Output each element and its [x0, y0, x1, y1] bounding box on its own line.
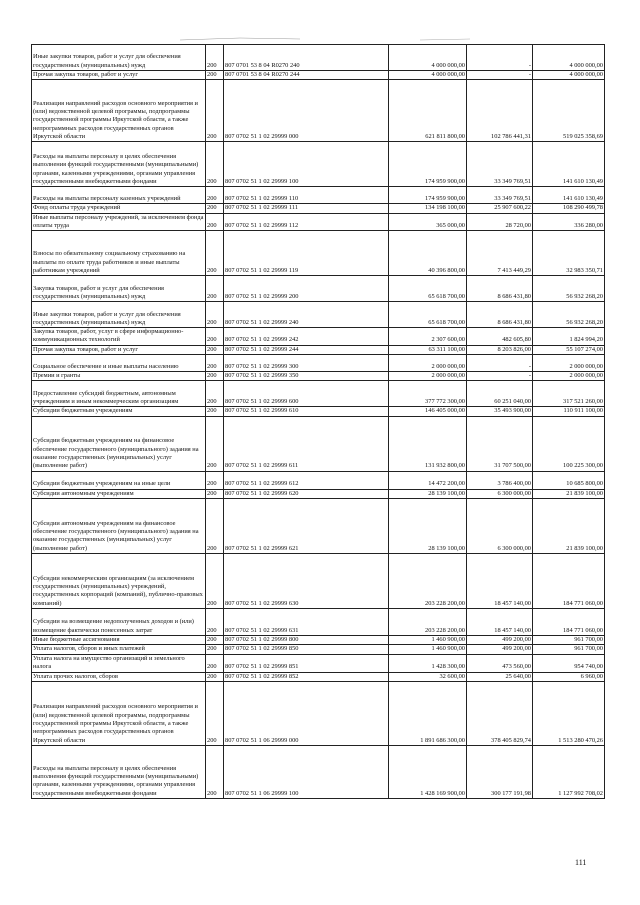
table-row — [32, 498, 605, 553]
row-executed-amount: 499 200,00 — [467, 635, 533, 644]
row-approved-amount: 1 428 300,00 — [389, 654, 467, 672]
row-approved-amount: 174 959 900,00 — [389, 187, 467, 204]
row-admin-code: 200 — [206, 80, 224, 142]
row-name: Расходы на выплаты персоналу казенных учреждений — [32, 187, 206, 204]
row-approved-amount: 1 460 900,00 — [389, 635, 467, 644]
table-row — [32, 407, 605, 416]
table-row — [32, 672, 605, 681]
row-budget-code: 807 0702 51 1 02 29999 244 — [224, 345, 389, 354]
table-row — [32, 416, 605, 471]
row-executed-amount: 8 686 431,80 — [467, 276, 533, 302]
row-unexecuted-amount: 184 771 060,00 — [533, 608, 605, 635]
row-unexecuted-amount: 961 700,00 — [533, 645, 605, 654]
row-budget-code: 807 0702 51 1 02 29999 610 — [224, 407, 389, 416]
row-unexecuted-amount: 55 107 274,00 — [533, 345, 605, 354]
row-executed-amount: 18 457 140,00 — [467, 608, 533, 635]
row-unexecuted-amount: 10 685 800,00 — [533, 471, 605, 489]
row-budget-code: 807 0702 51 1 02 29999 111 — [224, 204, 389, 213]
row-budget-code: 807 0702 51 1 02 29999 100 — [224, 142, 389, 187]
row-admin-code: 200 — [206, 553, 224, 608]
row-executed-amount: 33 349 769,51 — [467, 187, 533, 204]
row-approved-amount: 377 772 300,00 — [389, 381, 467, 407]
row-unexecuted-amount: 141 610 130,49 — [533, 142, 605, 187]
table-row — [32, 45, 605, 71]
table-row — [32, 345, 605, 354]
table-row — [32, 142, 605, 187]
row-approved-amount: 4 000 000,00 — [389, 71, 467, 80]
row-budget-code: 807 0702 51 1 02 29999 350 — [224, 372, 389, 381]
row-executed-amount: 25 907 600,22 — [467, 204, 533, 213]
row-name: Социальное обеспечение и иные выплаты населению — [32, 355, 206, 372]
table-row — [32, 328, 605, 346]
row-executed-amount: 6 300 000,00 — [467, 489, 533, 498]
row-budget-code: 807 0702 51 1 02 29999 110 — [224, 187, 389, 204]
row-budget-code: 807 0702 51 1 02 29999 621 — [224, 498, 389, 553]
row-approved-amount: 40 396 800,00 — [389, 231, 467, 276]
row-unexecuted-amount: 108 290 499,78 — [533, 204, 605, 213]
row-approved-amount: 134 198 100,00 — [389, 204, 467, 213]
row-approved-amount: 621 811 800,00 — [389, 80, 467, 142]
table-row — [32, 608, 605, 635]
row-name: Субсидии на возмещение недополученных доходов и (или) возмещение фактически понесенных затрат — [32, 608, 206, 635]
row-approved-amount: 4 000 000,00 — [389, 45, 467, 71]
row-name: Субсидии бюджетным учреждениям на финансовое обеспечение государственного (муниципального) задания на оказание государственных (муниципальных) услуг (выполнение работ) — [32, 416, 206, 471]
row-approved-amount: 1 428 169 900,00 — [389, 745, 467, 798]
row-executed-amount: 102 786 441,31 — [467, 80, 533, 142]
row-budget-code: 807 0702 51 1 02 29999 300 — [224, 355, 389, 372]
row-budget-code: 807 0702 51 1 02 29999 000 — [224, 80, 389, 142]
row-admin-code: 200 — [206, 204, 224, 213]
table-row — [32, 276, 605, 302]
row-executed-amount: - — [467, 71, 533, 80]
row-budget-code: 807 0702 51 1 02 29999 630 — [224, 553, 389, 608]
table-row — [32, 635, 605, 644]
row-admin-code: 200 — [206, 328, 224, 346]
row-budget-code: 807 0702 51 1 02 29999 631 — [224, 608, 389, 635]
row-admin-code: 200 — [206, 681, 224, 745]
table-row — [32, 355, 605, 372]
row-approved-amount: 28 139 100,00 — [389, 489, 467, 498]
row-unexecuted-amount: 317 521 260,00 — [533, 381, 605, 407]
row-budget-code: 807 0702 51 1 02 29999 119 — [224, 231, 389, 276]
row-budget-code: 807 0702 51 1 02 29999 112 — [224, 213, 389, 231]
row-admin-code: 200 — [206, 407, 224, 416]
row-admin-code: 200 — [206, 142, 224, 187]
row-admin-code: 200 — [206, 498, 224, 553]
row-name: Закупка товаров, работ, услуг в сфере информационно-коммуникационных технологий — [32, 328, 206, 346]
row-executed-amount: 35 493 900,00 — [467, 407, 533, 416]
row-unexecuted-amount: 141 610 130,49 — [533, 187, 605, 204]
row-admin-code: 200 — [206, 231, 224, 276]
row-executed-amount: 499 200,00 — [467, 645, 533, 654]
table-row — [32, 381, 605, 407]
row-approved-amount: 14 472 200,00 — [389, 471, 467, 489]
row-executed-amount: 3 786 400,00 — [467, 471, 533, 489]
table-row — [32, 302, 605, 328]
row-name: Премии и гранты — [32, 372, 206, 381]
row-approved-amount: 131 932 800,00 — [389, 416, 467, 471]
row-executed-amount: - — [467, 355, 533, 372]
row-budget-code: 807 0702 51 1 02 29999 851 — [224, 654, 389, 672]
row-admin-code: 200 — [206, 745, 224, 798]
row-admin-code: 200 — [206, 489, 224, 498]
row-approved-amount: 365 000,00 — [389, 213, 467, 231]
table-row — [32, 213, 605, 231]
row-unexecuted-amount: 1 127 992 708,02 — [533, 745, 605, 798]
row-approved-amount: 28 139 100,00 — [389, 498, 467, 553]
row-unexecuted-amount: 961 700,00 — [533, 635, 605, 644]
row-name: Взносы по обязательному социальному страхованию на выплаты по оплате труда работников и иные выплаты работникам учреждений — [32, 231, 206, 276]
row-name: Субсидии бюджетным учреждениям — [32, 407, 206, 416]
row-unexecuted-amount: 954 740,00 — [533, 654, 605, 672]
row-unexecuted-amount: 110 911 100,00 — [533, 407, 605, 416]
row-budget-code: 807 0702 51 1 02 29999 242 — [224, 328, 389, 346]
row-name: Расходы на выплаты персоналу в целях обеспечения выполнения функций государственными (муниципальными) органами, казенными учреждениями, органами управления государственными внебюджетными фондами — [32, 745, 206, 798]
row-executed-amount: 8 203 826,00 — [467, 345, 533, 354]
row-name: Прочая закупка товаров, работ и услуг — [32, 71, 206, 80]
table-row — [32, 187, 605, 204]
row-executed-amount: - — [467, 45, 533, 71]
row-unexecuted-amount: 1 513 280 470,26 — [533, 681, 605, 745]
row-executed-amount: 473 560,00 — [467, 654, 533, 672]
row-budget-code: 807 0702 51 1 02 29999 852 — [224, 672, 389, 681]
row-executed-amount: - — [467, 372, 533, 381]
row-name: Субсидии бюджетным учреждениям на иные цели — [32, 471, 206, 489]
row-admin-code: 200 — [206, 213, 224, 231]
row-unexecuted-amount: 21 839 100,00 — [533, 498, 605, 553]
row-unexecuted-amount: 4 000 000,00 — [533, 45, 605, 71]
row-unexecuted-amount: 519 025 358,69 — [533, 80, 605, 142]
row-approved-amount: 1 460 900,00 — [389, 645, 467, 654]
row-executed-amount: 6 300 000,00 — [467, 498, 533, 553]
row-name: Реализация направлений расходов основного мероприятия и (или) ведомственной целевой программы, подпрограммы государственной программы Иркутской области, а также непрограммных расходов государственных органов Иркутской области — [32, 80, 206, 142]
row-admin-code: 200 — [206, 645, 224, 654]
row-admin-code: 200 — [206, 672, 224, 681]
row-admin-code: 200 — [206, 276, 224, 302]
row-executed-amount: 60 251 040,00 — [467, 381, 533, 407]
row-admin-code: 200 — [206, 608, 224, 635]
row-admin-code: 200 — [206, 355, 224, 372]
row-name: Расходы на выплаты персоналу в целях обеспечения выполнения функций государственными (муниципальными) органами, казенными учреждениями, органами управления государственными внебюджетными фондами — [32, 142, 206, 187]
row-approved-amount: 2 000 000,00 — [389, 355, 467, 372]
row-unexecuted-amount: 4 000 000,00 — [533, 71, 605, 80]
row-unexecuted-amount: 184 771 060,00 — [533, 553, 605, 608]
row-admin-code: 200 — [206, 372, 224, 381]
row-executed-amount: 28 720,00 — [467, 213, 533, 231]
row-executed-amount: 482 605,80 — [467, 328, 533, 346]
row-approved-amount: 203 228 200,00 — [389, 553, 467, 608]
row-executed-amount: 18 457 140,00 — [467, 553, 533, 608]
row-name: Прочая закупка товаров, работ и услуг — [32, 345, 206, 354]
table-row — [32, 681, 605, 745]
row-name: Предоставление субсидий бюджетным, автономным учреждениям и иным некоммерческим организациям — [32, 381, 206, 407]
row-unexecuted-amount: 21 839 100,00 — [533, 489, 605, 498]
row-name: Субсидии автономным учреждениям на финансовое обеспечение государственного (муниципального) задания на оказание государственных (муниципальных) услуг (выполнение работ) — [32, 498, 206, 553]
row-admin-code: 200 — [206, 302, 224, 328]
row-admin-code: 200 — [206, 635, 224, 644]
row-budget-code: 807 0702 51 1 02 29999 850 — [224, 645, 389, 654]
row-unexecuted-amount: 56 932 268,20 — [533, 302, 605, 328]
row-name: Иные выплаты персоналу учреждений, за исключением фонда оплаты труда — [32, 213, 206, 231]
row-unexecuted-amount: 2 000 000,00 — [533, 355, 605, 372]
row-approved-amount: 2 000 000,00 — [389, 372, 467, 381]
scan-artifacts — [0, 2, 640, 42]
row-admin-code: 200 — [206, 471, 224, 489]
row-budget-code: 807 0702 51 1 06 29999 100 — [224, 745, 389, 798]
row-budget-code: 807 0702 51 1 02 29999 611 — [224, 416, 389, 471]
row-approved-amount: 63 311 100,00 — [389, 345, 467, 354]
row-budget-code: 807 0702 51 1 02 29999 620 — [224, 489, 389, 498]
row-budget-code: 807 0702 51 1 02 29999 600 — [224, 381, 389, 407]
budget-execution-table — [31, 44, 605, 799]
table-row — [32, 553, 605, 608]
row-unexecuted-amount: 1 824 994,20 — [533, 328, 605, 346]
row-name: Иные закупки товаров, работ и услуг для обеспечения государственных (муниципальных) нужд — [32, 45, 206, 71]
row-admin-code: 200 — [206, 345, 224, 354]
row-admin-code: 200 — [206, 45, 224, 71]
row-name: Фонд оплаты труда учреждений — [32, 204, 206, 213]
row-approved-amount: 65 618 700,00 — [389, 302, 467, 328]
table-row — [32, 471, 605, 489]
page-number: 111 — [575, 858, 587, 867]
row-name: Уплата налогов, сборов и иных платежей — [32, 645, 206, 654]
table-row — [32, 231, 605, 276]
row-approved-amount: 174 959 900,00 — [389, 142, 467, 187]
row-approved-amount: 203 228 200,00 — [389, 608, 467, 635]
row-unexecuted-amount: 6 960,00 — [533, 672, 605, 681]
row-unexecuted-amount: 56 932 268,20 — [533, 276, 605, 302]
table-row — [32, 71, 605, 80]
row-admin-code: 200 — [206, 71, 224, 80]
row-name: Субсидии некоммерческим организациям (за исключением государственных (муниципальных) учреждений, государственных корпораций (компаний), публично-правовых компаний) — [32, 553, 206, 608]
table-row — [32, 80, 605, 142]
row-name: Уплата налога на имущество организаций и земельного налога — [32, 654, 206, 672]
table-row — [32, 745, 605, 798]
row-admin-code: 200 — [206, 381, 224, 407]
row-budget-code: 807 0702 51 1 02 29999 200 — [224, 276, 389, 302]
row-approved-amount: 32 600,00 — [389, 672, 467, 681]
table-row — [32, 654, 605, 672]
row-approved-amount: 1 891 686 300,00 — [389, 681, 467, 745]
row-budget-code: 807 0701 53 8 04 R0270 240 — [224, 45, 389, 71]
row-executed-amount: 8 686 431,80 — [467, 302, 533, 328]
row-budget-code: 807 0702 51 1 06 29999 000 — [224, 681, 389, 745]
row-executed-amount: 7 413 449,29 — [467, 231, 533, 276]
row-approved-amount: 65 618 700,00 — [389, 276, 467, 302]
row-admin-code: 200 — [206, 654, 224, 672]
table-row — [32, 372, 605, 381]
row-name: Иные закупки товаров, работ и услуг для обеспечения государственных (муниципальных) нужд — [32, 302, 206, 328]
table-row — [32, 204, 605, 213]
row-unexecuted-amount: 336 280,00 — [533, 213, 605, 231]
row-unexecuted-amount: 100 225 300,00 — [533, 416, 605, 471]
row-approved-amount: 2 307 600,00 — [389, 328, 467, 346]
table-row — [32, 489, 605, 498]
table-body — [32, 45, 605, 799]
row-executed-amount: 378 405 829,74 — [467, 681, 533, 745]
row-admin-code: 200 — [206, 416, 224, 471]
row-executed-amount: 31 707 500,00 — [467, 416, 533, 471]
row-executed-amount: 300 177 191,98 — [467, 745, 533, 798]
row-approved-amount: 146 405 000,00 — [389, 407, 467, 416]
row-budget-code: 807 0701 53 8 04 R0270 244 — [224, 71, 389, 80]
row-budget-code: 807 0702 51 1 02 29999 612 — [224, 471, 389, 489]
row-name: Уплата прочих налогов, сборов — [32, 672, 206, 681]
row-budget-code: 807 0702 51 1 02 29999 240 — [224, 302, 389, 328]
row-name: Реализация направлений расходов основного мероприятия и (или) ведомственной целевой программы, подпрограммы государственной программы Иркутской области, а также непрограммных расходов государственных органов Иркутской области — [32, 681, 206, 745]
row-unexecuted-amount: 2 000 000,00 — [533, 372, 605, 381]
row-unexecuted-amount: 32 983 350,71 — [533, 231, 605, 276]
row-budget-code: 807 0702 51 1 02 29999 800 — [224, 635, 389, 644]
row-admin-code: 200 — [206, 187, 224, 204]
table-row — [32, 645, 605, 654]
row-executed-amount: 25 640,00 — [467, 672, 533, 681]
row-name: Субсидии автономным учреждениям — [32, 489, 206, 498]
row-executed-amount: 33 349 769,51 — [467, 142, 533, 187]
row-name: Закупка товаров, работ и услуг для обеспечения государственных (муниципальных) нужд — [32, 276, 206, 302]
row-name: Иные бюджетные ассигнования — [32, 635, 206, 644]
